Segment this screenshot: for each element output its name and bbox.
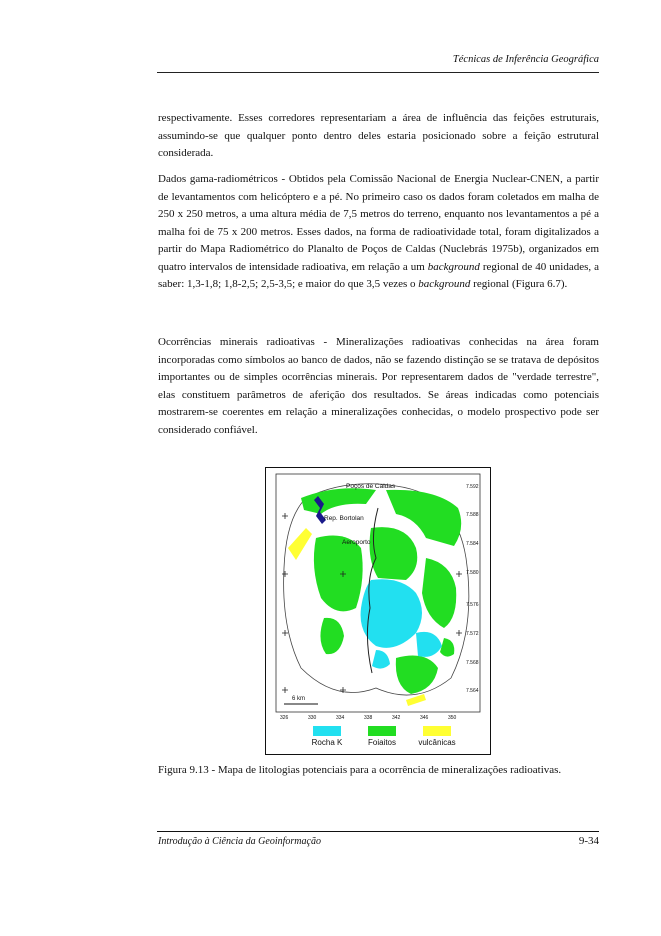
right-tick-label: 7.576 xyxy=(466,602,479,608)
foiaite-area xyxy=(422,558,456,628)
header-rule xyxy=(157,72,599,73)
right-tick-label: 7.592 xyxy=(466,484,479,490)
foiaite-area xyxy=(370,527,418,580)
right-tick-label: 7.588 xyxy=(466,512,479,518)
paragraph-3: Ocorrências minerais radioativas - Mineralizações radioativas conhecidas na área foram incorporadas como símbolos ao banco de dados, não se fazendo distinção se se tratava de depósitos importantes ou de simples ocorrências minerais. Por representarem dados de "verdade terrestre", elas constituem parâmetros de aferição dos resultados. Se áreas indicadas como potenciais mostrarem-se coerentes em relação a mineralizações conhecidas, o modelo prospectivo pode ser considerado confiável. xyxy=(158,336,599,436)
foiaite-area xyxy=(320,618,344,654)
right-tick-label: 7.564 xyxy=(466,688,479,694)
foiaite-area xyxy=(301,488,376,514)
legend-item-rocha-k xyxy=(304,726,350,747)
lithology-map xyxy=(266,468,490,723)
map-label-reservoir: Rep. Bortolan xyxy=(324,515,364,522)
page-number: 9-34 xyxy=(578,835,599,847)
paragraph-2-text-b: regional de 40 unidades, a saber: 1,3-1,8; 1,8-2,5; 2,5-3,5; e maior do que 3,5 vezes o xyxy=(158,260,600,290)
paragraph-2-text-c: regional (Figura 6.7). xyxy=(470,278,568,290)
paragraph-2-text-a: Dados gama-radiométricos - Obtidos pela Comissão Nacional de Energia Nuclear-CNEN, a partir de levantamentos com helicóptero e a pé. No primeiro caso os dados foram coletados em malha de 250 x 250 metros, a uma altura média de 7,5 metros do terreno, enquanto nos levantamentos a pé a malha foi de 75 x 200 metros. Esses dados, na forma de radioatividade total, foram digitalizados a partir do Mapa Radiométrico do Planalto de Poços de Caldas (Nuclebrás 1975b), organizados em quatro intervalos de intensidade radioativa, em relação a um xyxy=(158,173,599,273)
foiaite-area xyxy=(314,536,363,612)
bottom-tick-label: 350 xyxy=(448,715,457,721)
legend-label: Foiaitos xyxy=(367,738,396,747)
volcanic-area xyxy=(288,528,312,560)
footer-rule xyxy=(157,831,599,832)
bottom-tick-label: 334 xyxy=(336,715,345,721)
paragraph-2-emphasis-1: background xyxy=(427,260,480,273)
map-label-town: Poços de Caldas xyxy=(346,483,396,490)
paragraph-2 xyxy=(158,171,599,294)
legend-swatch xyxy=(368,726,396,736)
paragraph-2-emphasis-2: background xyxy=(418,278,471,290)
legend-label: vulcânicas xyxy=(418,738,456,747)
foiaite-area xyxy=(396,656,438,694)
right-tick-label: 7.584 xyxy=(466,541,479,547)
legend-item-foiaitos xyxy=(359,726,405,747)
potassic-rock-area xyxy=(372,650,390,669)
map-label-airport: Aeroporto xyxy=(342,539,371,546)
footer-title: Introdução à Ciência da Geoinformação xyxy=(158,836,321,847)
legend-swatch xyxy=(313,726,341,736)
bottom-tick-label: 338 xyxy=(364,715,373,721)
figure-caption: Figura 9.13 - Mapa de litologias potenciais para a ocorrência de mineralizações radioativas. xyxy=(158,764,562,776)
paragraph-1: respectivamente. Esses corredores representariam a área de influência das feições estruturais, assumindo-se que qualquer ponto dentro deles estaria posicionado sobre a feição estrutural considerada. xyxy=(158,112,599,159)
legend-label: Rocha K xyxy=(311,738,343,747)
bottom-tick-label: 326 xyxy=(280,715,289,721)
right-tick-label: 7.572 xyxy=(466,631,479,637)
scale-label: 6 km xyxy=(292,696,306,702)
legend-swatch xyxy=(423,726,451,736)
right-tick-label: 7.568 xyxy=(466,660,479,666)
header-title: Técnicas de Inferência Geográfica xyxy=(452,54,599,65)
bottom-tick-labels xyxy=(280,715,457,721)
right-tick-label: 7.580 xyxy=(466,570,479,576)
volcanic-area xyxy=(406,694,426,706)
potassic-rock-area xyxy=(361,579,422,648)
legend-item-vulcanicas xyxy=(414,726,460,747)
bottom-tick-label: 342 xyxy=(392,715,401,721)
bottom-tick-label: 346 xyxy=(420,715,429,721)
potassic-rock-area xyxy=(416,632,442,657)
figure-map xyxy=(265,467,491,755)
bottom-tick-label: 330 xyxy=(308,715,317,721)
right-tick-labels xyxy=(466,484,479,694)
foiaite-area xyxy=(440,638,454,657)
